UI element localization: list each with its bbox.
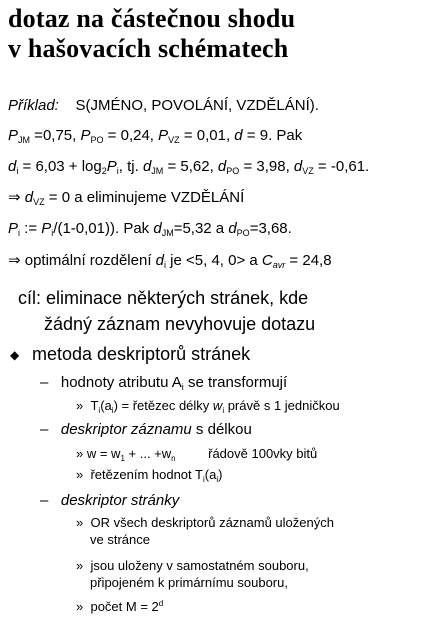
method-item-3: – deskriptor stránky [40, 492, 180, 509]
elimination-line: ⇒ $d_{VZ} = 0$ a eliminujeme VZDĚLÁNÍ [8, 189, 245, 207]
raquo-bullet-icon: » [76, 558, 84, 573]
dash-bullet-icon: – [40, 492, 49, 509]
recompute-line: $P_i$ := $P_i/(1-0,01)$). Pak $d_{JM}=5,32$ a $d_{PO}=3,68$. [8, 220, 292, 238]
method-item-3-sub-3: » počet $M = 2^d$ [76, 599, 164, 614]
method-item-2-sub-1: » $w = w_1$ + ... $+w_n$ řádově 100vky bitů [76, 446, 318, 463]
example-header [8, 97, 319, 115]
raquo-bullet-icon: » [76, 515, 84, 530]
method-item-3-sub-2-cont: připojeném k primárnímu souboru, [90, 575, 288, 590]
raquo-bullet-icon: » [76, 446, 84, 461]
implies-arrow-icon: ⇒ [8, 252, 21, 269]
method-item-3-sub-1-cont: ve stránce [90, 532, 150, 547]
slide-title [8, 4, 443, 64]
method-item-1-sub-1: » $T_i(a_i)$ = řetězec délky $w_i$ právě s 1 jedničkou [76, 398, 340, 415]
example-label: Příklad: [8, 97, 59, 114]
goal-line-2: žádný záznam nevyhovuje dotazu [44, 314, 316, 334]
method-item-2-sub-2: » řetězením hodnot $T_i(a_i)$ [76, 467, 223, 484]
raquo-bullet-icon: » [76, 467, 84, 482]
raquo-bullet-icon: » [76, 599, 84, 614]
method-item-3-sub-1: » OR všech deskriptorů záznamů uložených [76, 515, 334, 530]
method-item-1: – hodnoty atributu $A_i$ se transformují [40, 374, 288, 392]
raquo-bullet-icon: » [76, 398, 84, 413]
title-line-1: dotaz na částečnou shodu [8, 4, 296, 33]
optimal-line: ⇒ optimální rozdělení $d_i$ je <5, 4, 0> a $C_{avr} = 24,8$ [8, 252, 332, 270]
probabilities-line: $P_{JM} =0,75$, $P_{PO} = 0,24$, $P_{VZ} = 0,01$, d = 9. Pak [8, 127, 303, 145]
title-line-2: v hašovacích schématech [8, 34, 289, 63]
dash-bullet-icon: – [40, 374, 49, 391]
diamond-bullet-icon: ◆ [10, 348, 20, 362]
method-item-3-sub-2: » jsou uloženy v samostatném souboru, [76, 558, 309, 573]
method-label: metoda deskriptorů stránek [32, 344, 251, 364]
dash-bullet-icon: – [40, 421, 49, 438]
goal-line-1: cíl: eliminace některých stránek, kde [18, 288, 309, 308]
di-formula-line: $d_i = 6,03 + \log_2P_i$, tj. $d_{JM} = 5,62$, $d_{PO} = 3,98$, $d_{VZ} = -0,61$. [8, 158, 370, 176]
implies-arrow-icon: ⇒ [8, 189, 21, 206]
schema-text: S(JMÉNO, POVOLÁNÍ, VZDĚLÁNÍ). [75, 97, 319, 114]
method-item-2: – deskriptor záznamu s délkou [40, 421, 252, 438]
